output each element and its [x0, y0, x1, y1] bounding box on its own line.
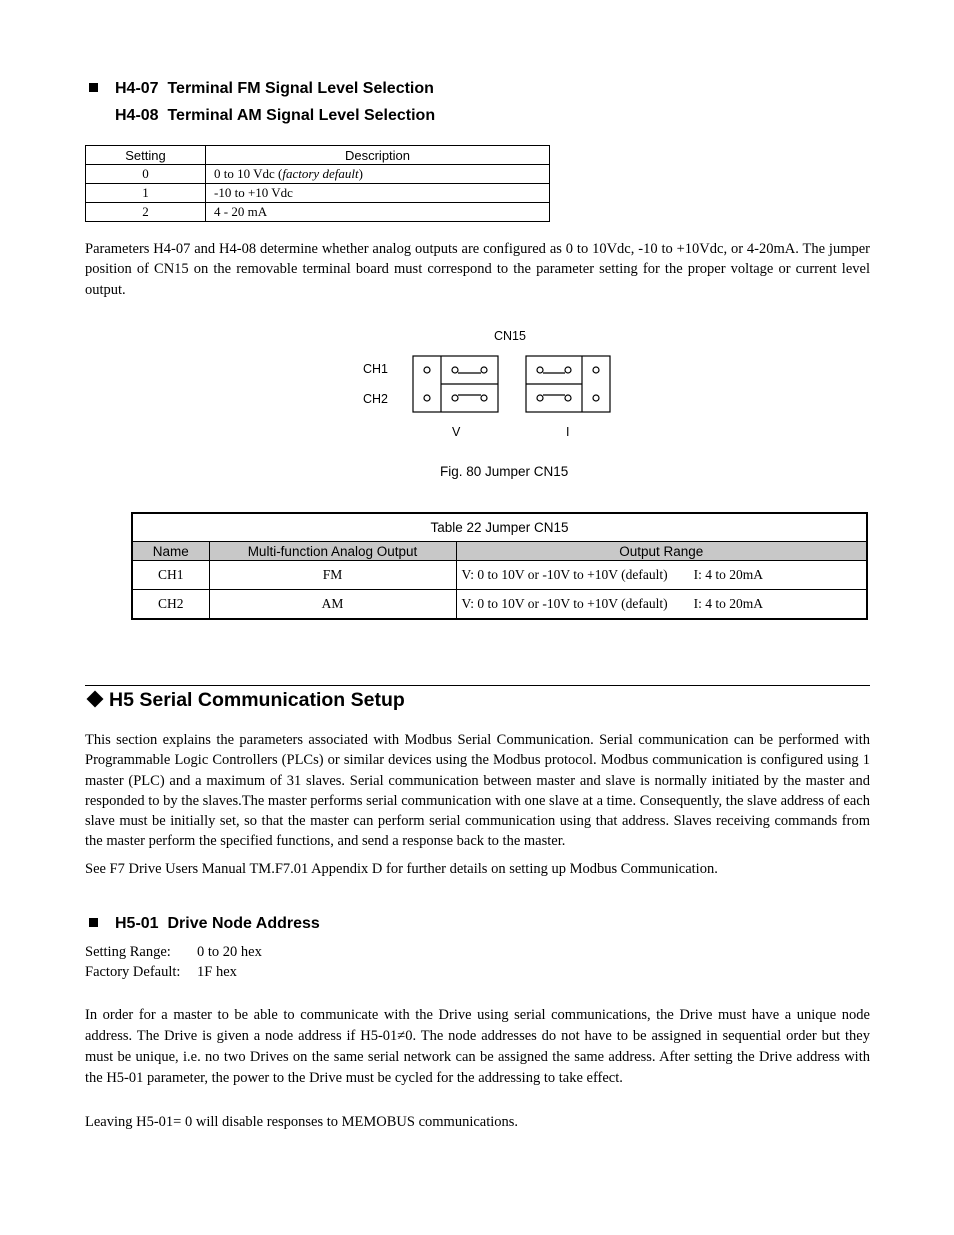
pin-icon	[537, 395, 543, 401]
name-cell: CH1	[132, 561, 209, 590]
setting-header: Setting	[86, 146, 206, 165]
pin-icon	[452, 367, 458, 373]
h4-description-paragraph: Parameters H4-07 and H4-08 determine whether analog outputs are configured as 0 to 10Vdc, -10 to +10Vdc, or 4-20mA. The jumper position of CN15 on the removable terminal board must correspond to the parameter setting for the proper voltage or current level output.	[85, 241, 870, 298]
i-label: I	[566, 425, 570, 439]
pin-icon	[593, 395, 599, 401]
h4-08-heading	[115, 107, 435, 125]
factory-default-value: 1F hex	[197, 964, 237, 980]
pin-icon	[452, 395, 458, 401]
output-range-cell	[456, 590, 867, 620]
pin-icon	[593, 367, 599, 373]
h5-01-code: H5-01	[115, 915, 159, 932]
h5-01-description-paragraph: In order for a master to be able to communicate with the Drive using serial communications, the Drive must have a unique node address. The Drive is given a node address if H5-01≠0. The node addresses do not have to be assigned in sequential order but they must be unique, i.e. no two Drives on the same serial network can be assigned the same address. After setting the Drive address with the H5-01 parameter, the power to the Drive must be cycled for the addressing to take effect.	[85, 1007, 870, 1086]
table-row	[132, 590, 867, 620]
setting-range-label: Setting Range:	[85, 944, 171, 960]
setting-range-value: 0 to 20 hex	[197, 944, 262, 960]
pin-icon	[424, 395, 430, 401]
description-italic-text: factory default	[282, 166, 359, 181]
v-label: V	[452, 425, 461, 439]
analog-output-cell: FM	[209, 561, 456, 590]
setting-range-line	[85, 944, 262, 961]
setting-cell: 1	[86, 184, 206, 203]
output-range-cell	[456, 561, 867, 590]
h4-07-title: Terminal FM Signal Level Selection	[167, 80, 434, 97]
description-cell: 4 - 20 mA	[206, 203, 550, 222]
name-header: Name	[132, 542, 209, 561]
description-suffix: )	[358, 166, 363, 181]
table-row	[132, 561, 867, 590]
description-cell: -10 to +10 Vdc	[206, 184, 550, 203]
table-header-row	[86, 146, 550, 165]
table-row	[86, 184, 550, 203]
output-range-header: Output Range	[456, 542, 867, 561]
pin-icon	[424, 367, 430, 373]
factory-default-line	[85, 964, 237, 981]
pin-icon	[565, 395, 571, 401]
h5-reference-paragraph: See F7 Drive Users Manual TM.F7.01 Appendix D for further details on setting up Modbus Communication.	[85, 861, 718, 877]
ch2-label: CH2	[363, 392, 389, 406]
h5-intro-paragraph: This section explains the parameters associated with Modbus Serial Communication. Serial communication can be performed with Programmable Logic Controllers (PLCs) or similar devices using the Modbus protocol. Modbus communication is configured using 1 master (PLC) and a maximum of 31 slaves. Serial communication between master and slave is normally initiated by the master and responded to by the slaves.The master performs serial communication with one slave at a time. Consequently, the slave address of each slave must be initially set, so that the master can perform serial communication using that address. Slaves receiving commands from the master perform the specified functions, and send a response back to the master.	[85, 732, 870, 850]
description-header: Description	[206, 146, 550, 165]
current-range: I: 4 to 20mA	[693, 567, 763, 582]
section-divider	[85, 685, 870, 686]
h4-08-code: H4-08	[115, 107, 159, 124]
current-range: I: 4 to 20mA	[693, 596, 763, 611]
pin-icon	[537, 367, 543, 373]
jumper-cn15-table	[131, 512, 868, 620]
analog-output-cell: AM	[209, 590, 456, 620]
ch1-label: CH1	[363, 362, 389, 376]
h4-07-heading	[89, 80, 434, 98]
pin-icon	[481, 395, 487, 401]
h5-section-title	[85, 689, 405, 712]
table-row	[86, 165, 550, 184]
h5-01-note-paragraph: Leaving H5-01= 0 will disable responses to MEMOBUS communications.	[85, 1114, 519, 1130]
h5-01-heading	[89, 915, 320, 933]
h5-title-text: H5 Serial Communication Setup	[109, 689, 405, 711]
h4-07-code: H4-07	[115, 80, 159, 97]
setting-cell: 0	[86, 165, 206, 184]
jumper-cn15-diagram	[410, 353, 615, 417]
table-row	[86, 203, 550, 222]
square-bullet-icon	[89, 83, 98, 92]
setting-cell: 2	[86, 203, 206, 222]
pin-icon	[481, 367, 487, 373]
cn15-label: CN15	[494, 329, 526, 343]
factory-default-label: Factory Default:	[85, 964, 181, 980]
diamond-bullet-icon	[87, 691, 104, 708]
table-caption-row	[132, 513, 867, 542]
voltage-range: V: 0 to 10V or -10V to +10V (default)	[461, 567, 668, 582]
description-cell	[206, 165, 550, 184]
table-header-row	[132, 542, 867, 561]
h5-01-title: Drive Node Address	[167, 915, 320, 932]
analog-output-header: Multi-function Analog Output	[209, 542, 456, 561]
name-cell: CH2	[132, 590, 209, 620]
table-caption: Table 22 Jumper CN15	[132, 513, 867, 542]
square-bullet-icon	[89, 918, 98, 927]
voltage-range: V: 0 to 10V or -10V to +10V (default)	[461, 596, 668, 611]
pin-icon	[565, 367, 571, 373]
signal-level-table	[85, 145, 550, 222]
h4-08-title: Terminal AM Signal Level Selection	[167, 107, 436, 124]
figure-caption: Fig. 80 Jumper CN15	[440, 464, 569, 479]
description-text: 0 to 10 Vdc (	[214, 166, 283, 181]
